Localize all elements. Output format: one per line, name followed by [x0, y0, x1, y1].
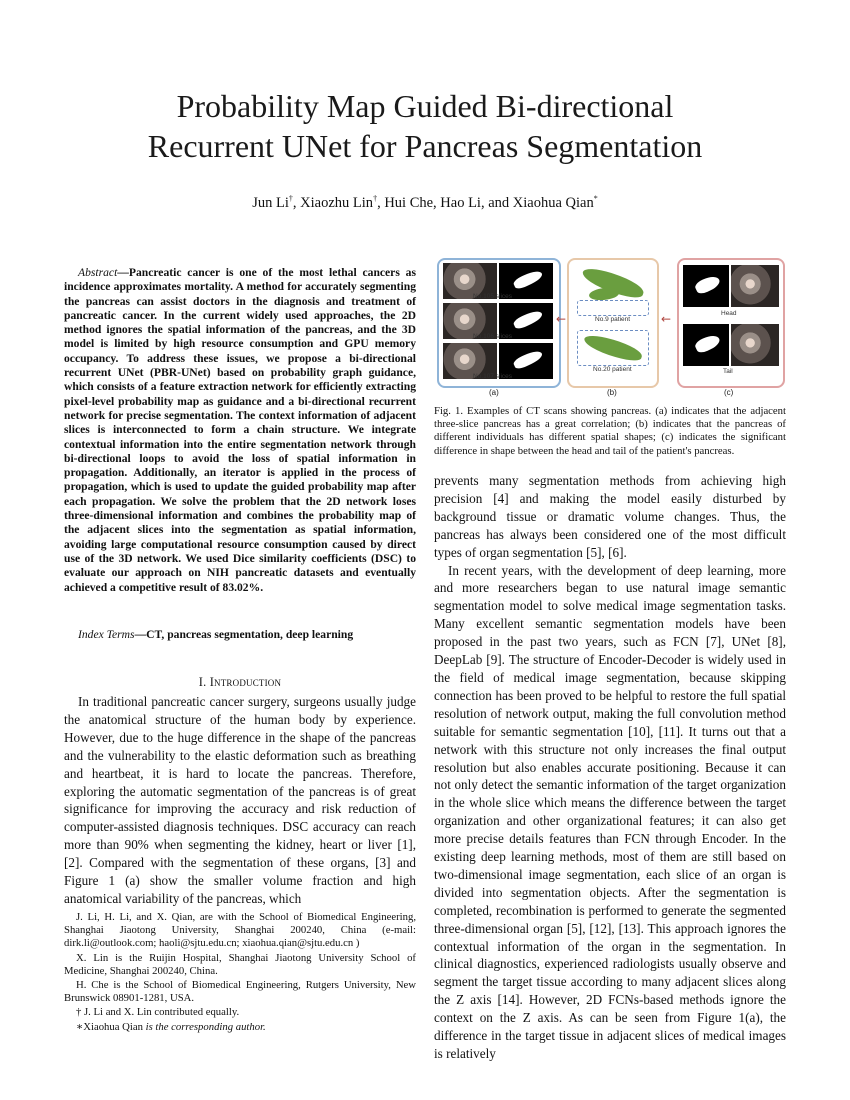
abstract-label: Abstract — [78, 266, 118, 279]
patient-label: No.9 patient — [595, 316, 631, 323]
footnotes — [64, 911, 416, 1035]
footnote-equal-contribution: † J. Li and X. Lin contributed equally. — [76, 1006, 240, 1019]
abstract-text: —Pancreatic cancer is one of the most lethal cancers as incidence approximates mortality. A method for accurately segmenting the pancreas can assist doctors in the diagnosis and treatment of pancreatic cancer. In the current widely used approaches, the 2D method ignores the spatial information of the pancreas, and the 3D model is limited by high resource consumption and GPU memory occupancy. To address these issues, we propose a bi-directional recurrent UNet (PBR-UNet) based on probability graph guidance, which consists of a feature extraction network for efficiently extracting pixel-level probability map as guidance and a bi-directional recurrent network for precise segmentation. The context information of adjacent slices is interconnected to form a chain structure. We integrate contextual information into the entire segmentation network through bi-directional loops to avoid the loss of spatial information in propagation. Additionally, an iterator is applied in the process of propagation, which is used to update the guided probability map after each propagation. We solve the problem that the 2D network loses three-dimensional information and combines the probability map of the adjacent slices into the segmentation as spatial information, avoiding large computational resource consumption caused by direct use of the 3D network. We used Dice similarity coefficients (DSC) to evaluate our approach on NIH pancreatic datasets and eventually achieved a competitive result of 83.02%. — [64, 266, 416, 594]
footnote-corresponding — [64, 1021, 416, 1034]
head-mask-image — [683, 265, 729, 307]
section-heading — [64, 675, 416, 690]
slice-label: No.105 slices — [473, 293, 513, 300]
figure-panel-c — [677, 258, 785, 388]
author-sep: , — [292, 194, 301, 211]
figure-panel-b — [567, 258, 659, 388]
head-label: Head — [721, 310, 737, 317]
tail-mask-image — [683, 324, 729, 366]
author-2: Xiaozhu Lin — [300, 194, 374, 211]
body-paragraph: prevents many segmentation methods from achieving high precision [4] and making the model easily disturbed by background tissue or dramatic volume changes. Thus, the pancreas has always been considered one of the most difficult types of organ segmentation [5], [6]. — [434, 473, 786, 560]
tail-label: Tail — [723, 368, 733, 375]
footnote-affiliation-1: J. Li, H. Li, and X. Qian, are with the School of Biomedical Engineering, Shanghai Jiaotong University, Shanghai 200240, China (e-mail: dirk.li@outlook.com; haoli@sjtu.edu.cn; xiaohua.qian@sjtu.edu.cn ) — [64, 911, 416, 950]
right-column-text — [434, 472, 786, 1063]
paper-title — [0, 86, 850, 166]
slice-label: No.106 slices — [473, 333, 513, 340]
section-title: Introduction — [209, 675, 282, 689]
index-terms — [64, 628, 416, 641]
other-authors: , Hui Che, Hao Li, and Xiaohua Qian — [377, 194, 594, 211]
figure-caption: Fig. 1. Examples of CT scans showing pancreas. (a) indicates that the adjacent three-slice pancreas has a great correlation; (b) indicates that the pancreas of different individuals has different spatial shapes; (c) indicates the significant difference in shape between the head and tail of the patient's pancreas. — [434, 405, 786, 457]
section-number: I. — [198, 675, 210, 689]
corresponding-mark: * — [593, 194, 598, 203]
footnote-affiliation-3: H. Che is the School of Biomedical Engineering, Rutgers University, New Brunswick 08901-1281, USA. — [64, 979, 416, 1005]
panel-b-label: (b) — [607, 388, 617, 397]
patient-label: No.20 patient — [593, 366, 632, 373]
figure-panel-a — [437, 258, 561, 388]
panel-c-label: (c) — [724, 388, 734, 397]
title-line-1: Probability Map Guided Bi-directional — [176, 88, 674, 124]
index-terms-label: Index Terms — [78, 628, 135, 641]
abstract — [64, 266, 416, 595]
author-2-mark: † — [373, 194, 378, 203]
tail-ct-image — [731, 324, 779, 366]
author-1: Jun Li — [252, 194, 289, 211]
index-terms-text: —CT, pancreas segmentation, deep learning — [134, 628, 354, 641]
slice-label: No.107 slices — [473, 373, 513, 380]
body-paragraph: In recent years, with the development of deep learning, more and more researchers began to use natural image semantic segmentation model to solve medical image segmentation tasks. Many excellent semantic segmentation models have been proposed in the past two years, such as FCN [7], UNet [8], DeepLab [9]. The structure of Encoder-Decoder is widely used in the field of medical image segmentation, because skipping connection has been proved to be helpful to restore the full spatial resolution of network output, making the full convolution method suitable for semantic segmentation [10], [11]. It turns out that a network with this structure not only increases the final output resolution but also enables accurate positioning. Because it can not only detect the semantic information of the target organization in the whole slice which means the difference between the target organization and other organizational features; it can also get more precise details features than FCN through Encoder. In the existing deep learning methods, most of them are still based on two-dimensional image segmentation, each slice of an organ is divided into segmentation objects. After the segmentation is completed, recombination is performed to generate the segmented three-dimensional organ [5], [12], [13]. This approach ignores the contextual information of the organ in the segmentation. In clinical diagnostics, experienced radiologists usually observe and segment the target tissue according to many adjacent slices along the Z axis [14]. However, 2D FCNs-based methods ignore the context on the Z axis. As can be seen from Figure 1(a), the difference in the target tissue in adjacent slices of medical images is relatively — [434, 562, 786, 1061]
author-list — [0, 194, 850, 212]
author-1-mark: † — [288, 194, 293, 203]
left-arrow-icon: ← — [661, 312, 672, 326]
dashed-box — [577, 300, 649, 316]
panel-a-label: (a) — [489, 388, 499, 397]
figure-1 — [435, 256, 785, 406]
left-arrow-icon: ← — [556, 312, 567, 326]
head-ct-image — [731, 265, 779, 307]
corresponding-name: ∗Xiaohua Qian — [76, 1020, 146, 1033]
title-line-2: Recurrent UNet for Pancreas Segmentation — [147, 128, 703, 164]
intro-paragraph: In traditional pancreatic cancer surgery, surgeons usually judge the anatomical structure of the human body by experience. However, due to the huge difference in the shape of the pancreas and the vulnerability to the elastic deformation such as breathing and heartbeat, it is hard to locate the pancreas. Therefore, exploring the automatic segmentation of the pancreas is of great significance for improving the accuracy and risk reduction of computer-assisted diagnosis techniques. DSC accuracy can reach more than 90% when segmenting the kidney, heart or liver [1], [2]. Compared with the segmentation of these organs, [3] and Figure 1 (a) show the smaller volume fraction and high anatomical variability of the pancreas, which — [64, 694, 416, 906]
corresponding-note: is the corresponding author. — [145, 1020, 266, 1033]
intro-text — [64, 693, 416, 908]
footnote-affiliation-2: X. Lin is the Ruijin Hospital, Shanghai Jiaotong University School of Medicine, Shanghai 200240, China. — [64, 951, 416, 977]
